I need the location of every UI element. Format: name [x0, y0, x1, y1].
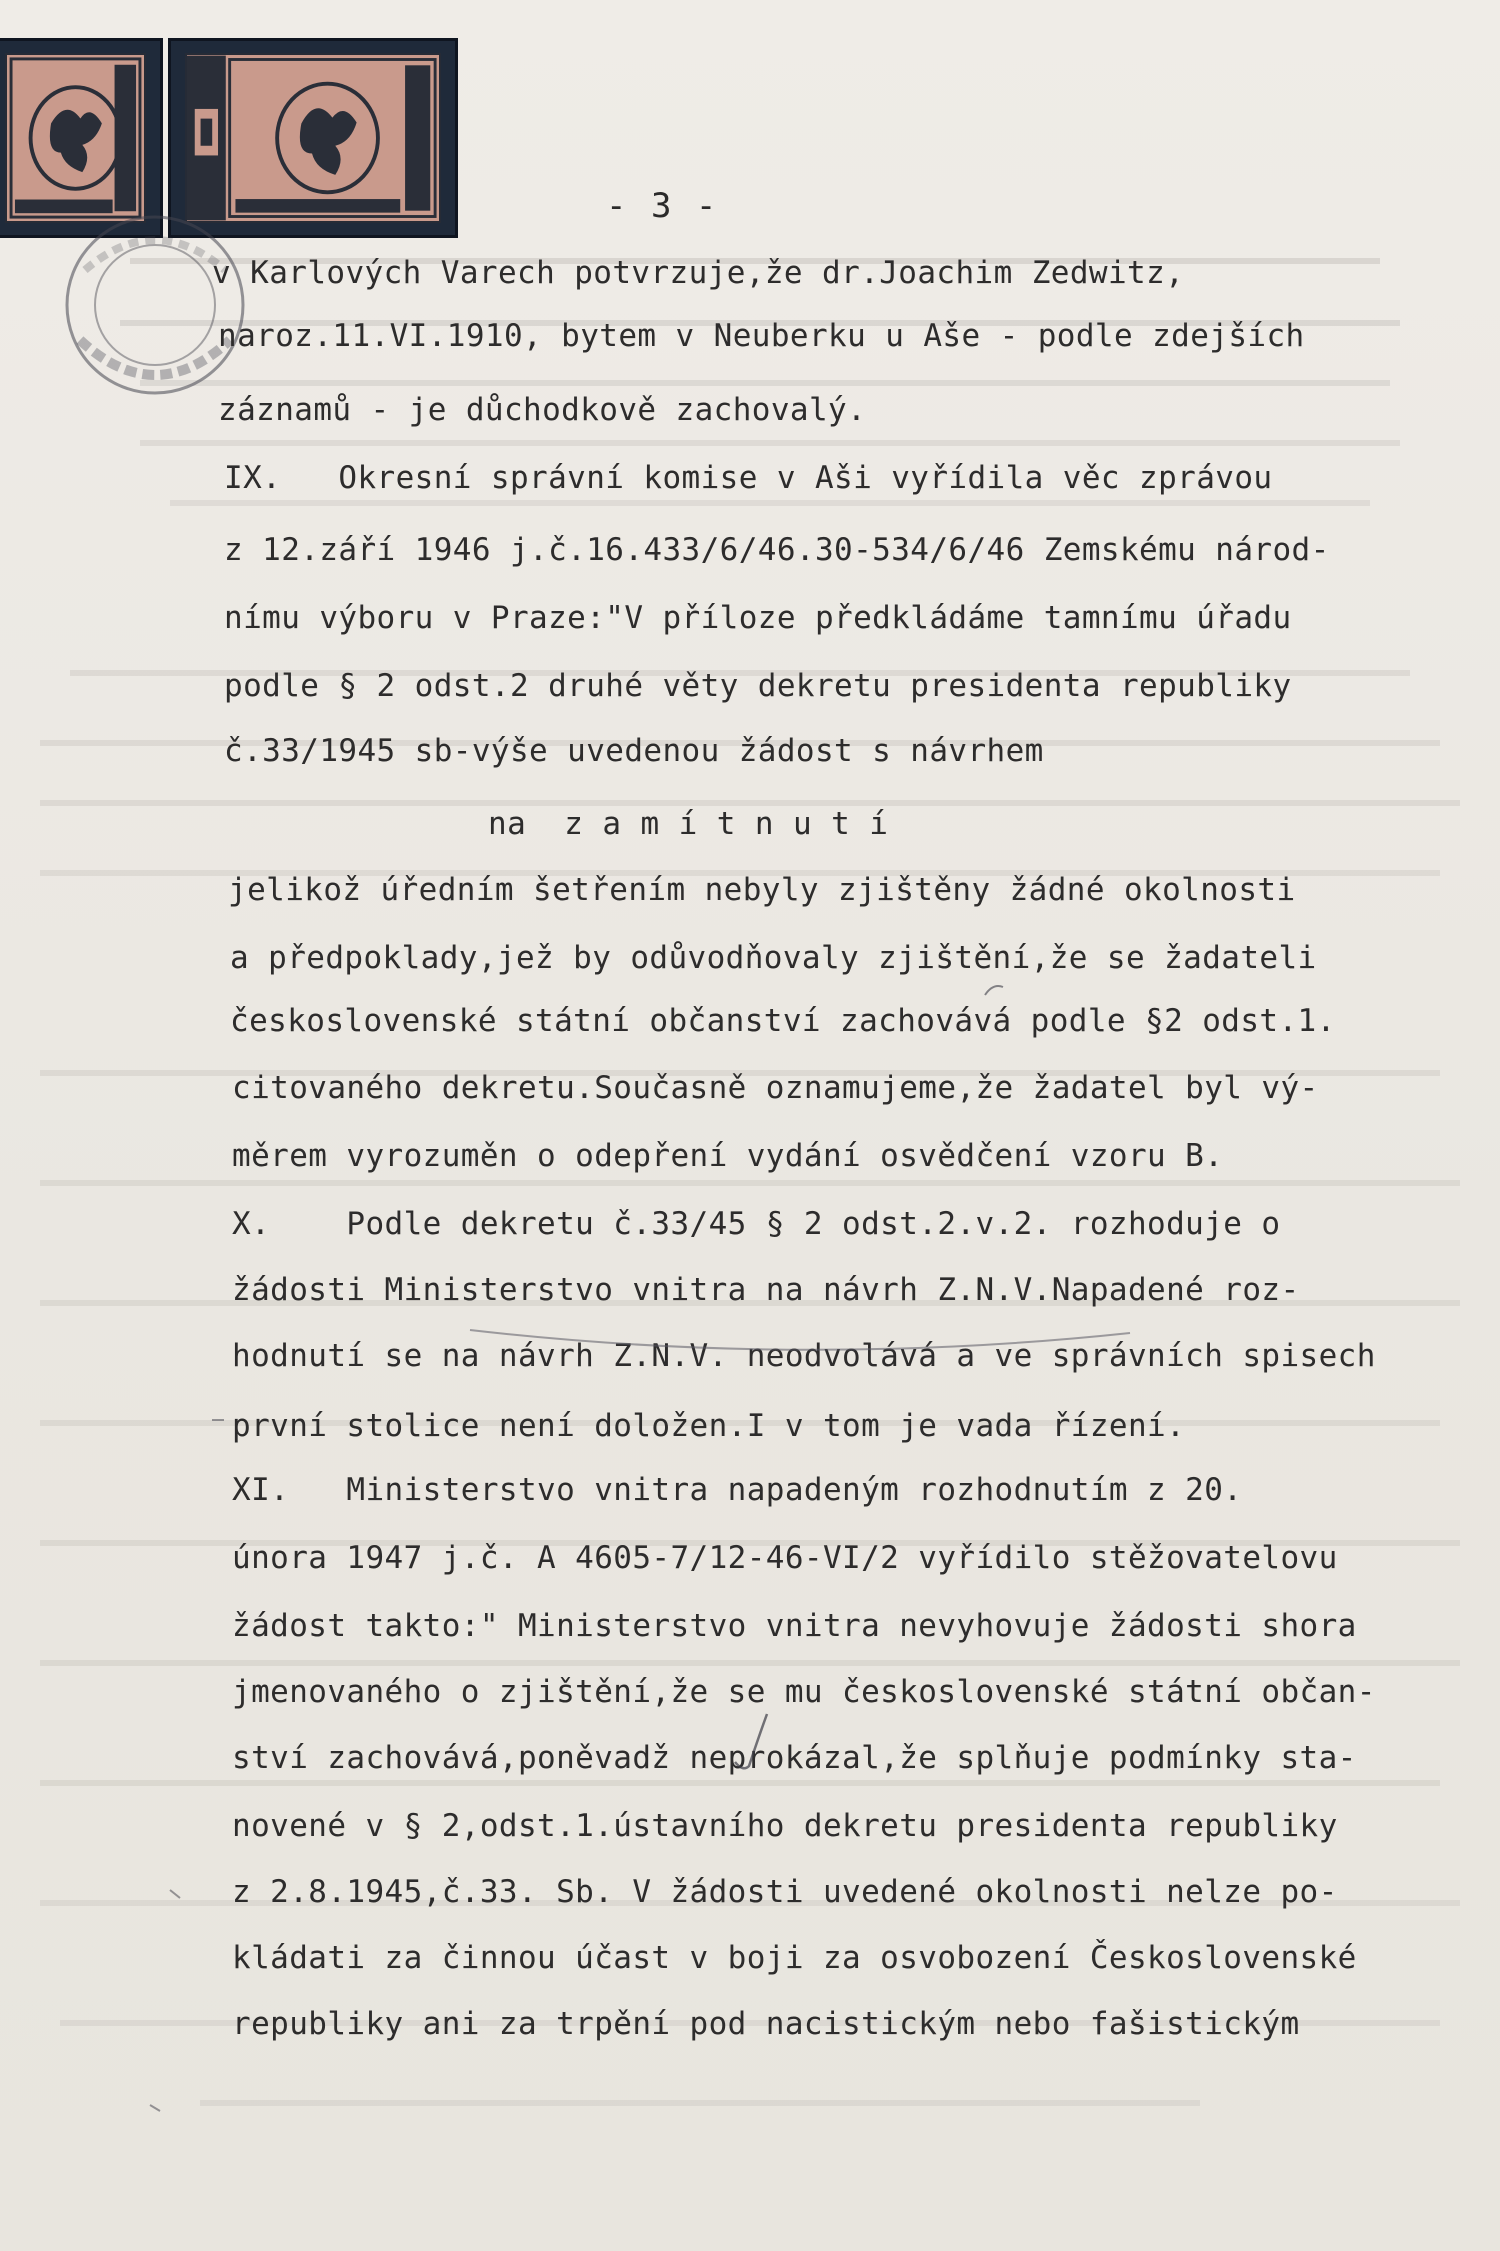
text-line: v Karlových Varech potvrzuje,že dr.Joachim Zedwitz, — [212, 255, 1185, 291]
text-line: kládati za činnou účast v boji za osvobození Československé — [232, 1940, 1357, 1976]
text-line: záznamů - je důchodkově zachovalý. — [218, 392, 867, 428]
text-line: z 12.září 1946 j.č.16.433/6/46.30-534/6/46 Zemskému národ- — [224, 532, 1330, 568]
text-line: jmenovaného o zjištění,že se mu československé státní občan- — [232, 1674, 1376, 1710]
text-line: jelikož úředním šetřením nebyly zjištěny žádné okolnosti — [228, 872, 1296, 908]
text-line: československé státní občanství zachovává podle §2 odst.1. — [230, 1003, 1336, 1039]
text-line: č.33/1945 sb-výše uvedenou žádost s návrhem — [224, 733, 1044, 769]
text-line: nímu výboru v Praze:"V příloze předkládáme tamnímu úřadu — [224, 600, 1292, 636]
text-line: žádosti Ministerstvo vnitra na návrh Z.N.V.Napadené roz- — [232, 1272, 1300, 1308]
text-line: X. Podle dekretu č.33/45 § 2 odst.2.v.2. rozhoduje o — [232, 1206, 1281, 1242]
text-line: měrem vyrozuměn o odepření vydání osvědčení vzoru B. — [232, 1138, 1224, 1174]
text-line: republiky ani za trpění pod nacistickým nebo fašistickým — [232, 2006, 1300, 2042]
text-line: na z a m í t n u t í — [488, 806, 889, 842]
text-line: žádost takto:" Ministerstvo vnitra nevyhovuje žádosti shora — [232, 1608, 1357, 1644]
text-line: XI. Ministerstvo vnitra napadeným rozhodnutím z 20. — [232, 1472, 1243, 1508]
text-line: února 1947 j.č. A 4605-7/12-46-VI/2 vyřídilo stěžovatelovu — [232, 1540, 1338, 1576]
text-line: podle § 2 odst.2 druhé věty dekretu presidenta republiky — [224, 668, 1292, 704]
text-line: a předpoklady,jež by odůvodňovaly zjištění,že se žadateli — [230, 940, 1317, 976]
text-line: IX. Okresní správní komise v Aši vyřídila věc zprávou — [224, 460, 1273, 496]
text-line: naroz.11.VI.1910, bytem v Neuberku u Aše - podle zdejších — [218, 318, 1305, 354]
text-line: ství zachovává,poněvadž neprokázal,že splňuje podmínky sta- — [232, 1740, 1357, 1776]
text-line: citovaného dekretu.Současně oznamujeme,že žadatel byl vý- — [232, 1070, 1319, 1106]
text-line: první stolice není doložen.I v tom je vada řízení. — [232, 1408, 1186, 1444]
text-line: hodnutí se na návrh Z.N.V. neodvolává a ve správních spisech — [232, 1338, 1376, 1374]
text-line: z 2.8.1945,č.33. Sb. V žádosti uvedené okolnosti nelze po- — [232, 1874, 1338, 1910]
page-number: - 3 - — [606, 186, 719, 226]
text-line: novené v § 2,odst.1.ústavního dekretu presidenta republiky — [232, 1808, 1338, 1844]
